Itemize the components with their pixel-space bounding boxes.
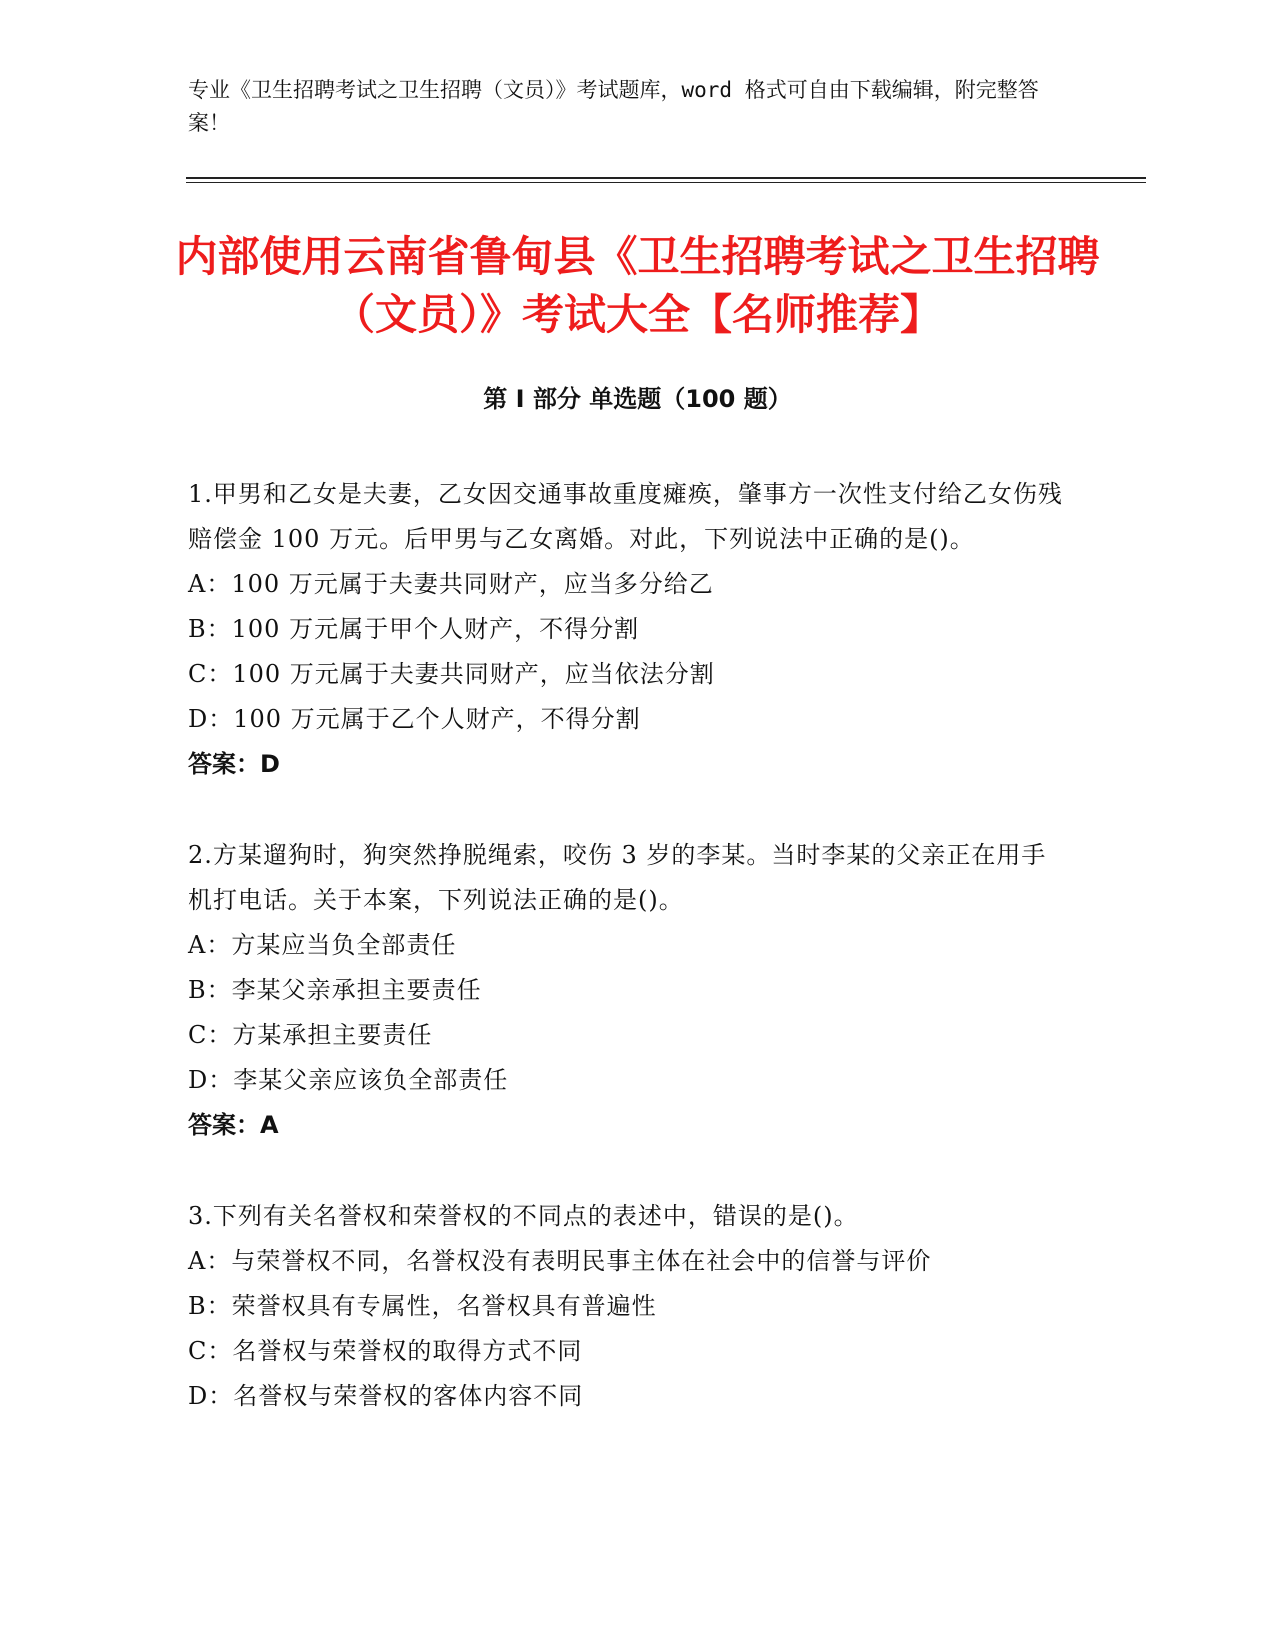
header-rule-thick: [186, 177, 1146, 179]
header-rule-thin: [186, 182, 1146, 183]
question-2: [188, 833, 1068, 1148]
option-b: B：李某父亲承担主要责任: [188, 976, 482, 1004]
option-a: A：与荣誉权不同，名誉权没有表明民事主体在社会中的信誉与评价: [188, 1247, 932, 1275]
question-stem: 1.甲男和乙女是夫妻，乙女因交通事故重度瘫痪，肇事方一次性支付给乙女伤残赔偿金 100 万元。后甲男与乙女离婚。对此，下列说法中正确的是()。: [188, 480, 1063, 553]
question-3: [188, 1194, 1068, 1419]
question-stem: 2.方某遛狗时，狗突然挣脱绳索，咬伤 3 岁的李某。当时李某的父亲正在用手机打电话。关于本案，下列说法正确的是()。: [188, 841, 1047, 914]
option-a: A：100 万元属于夫妻共同财产，应当多分给乙: [188, 570, 714, 598]
answer: 答案：D: [188, 750, 280, 778]
section-heading: 第 I 部分 单选题（100 题）: [483, 385, 792, 413]
option-b: B：荣誉权具有专属性，名誉权具有普遍性: [188, 1292, 657, 1320]
option-c: C：方某承担主要责任: [188, 1021, 433, 1049]
question-stem: 3.下列有关名誉权和荣誉权的不同点的表述中，错误的是()。: [188, 1202, 859, 1230]
header-note: 专业《卫生招聘考试之卫生招聘（文员）》考试题库，word 格式可自由下载编辑，附完整答案！: [188, 78, 1039, 135]
option-d: D：名誉权与荣誉权的客体内容不同: [188, 1382, 584, 1410]
question-list: [188, 472, 1068, 1465]
option-d: D：100 万元属于乙个人财产，不得分割: [188, 705, 641, 733]
option-c: C：名誉权与荣誉权的取得方式不同: [188, 1337, 583, 1365]
option-a: A：方某应当负全部责任: [188, 931, 457, 959]
option-b: B：100 万元属于甲个人财产，不得分割: [188, 615, 640, 643]
question-1: [188, 472, 1068, 787]
option-c: C：100 万元属于夫妻共同财产，应当依法分割: [188, 660, 715, 688]
answer: 答案：A: [188, 1111, 279, 1139]
option-d: D：李某父亲应该负全部责任: [188, 1066, 509, 1094]
document-title: 内部使用云南省鲁甸县《卫生招聘考试之卫生招聘（文员）》考试大全【名师推荐】: [175, 232, 1100, 339]
